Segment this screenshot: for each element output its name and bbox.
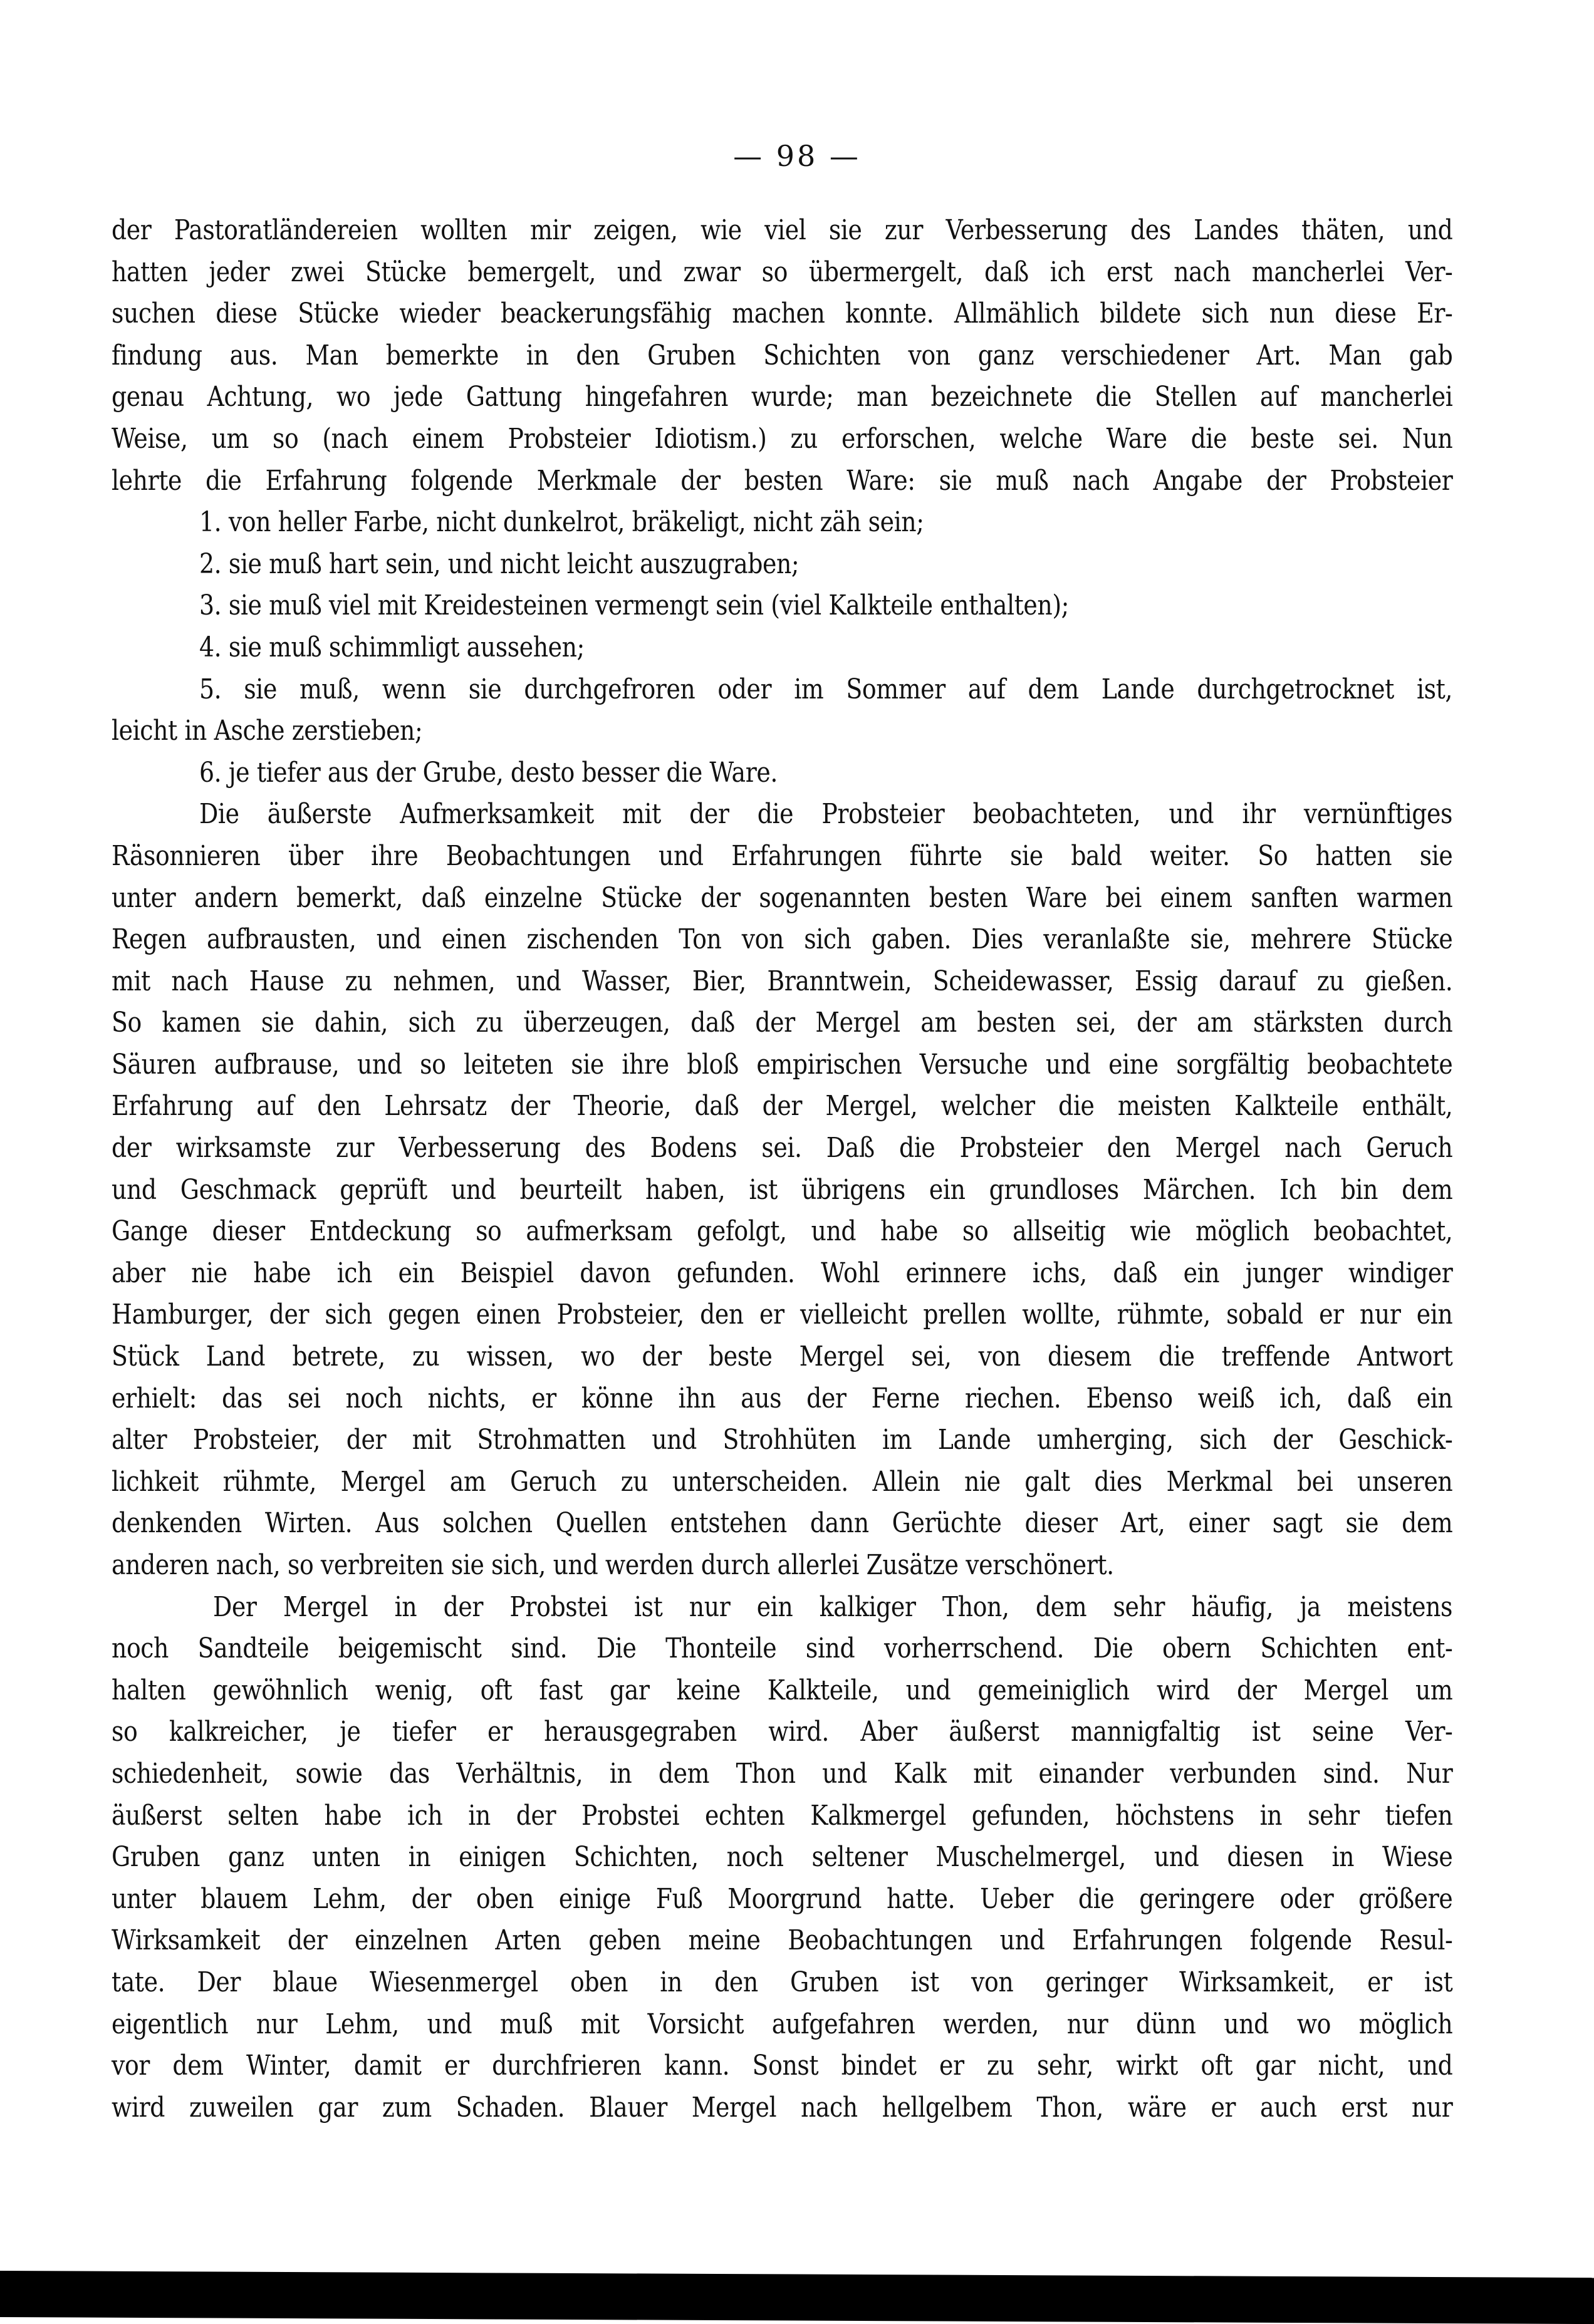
text-line xyxy=(112,1170,1452,1211)
text-line xyxy=(112,293,1452,335)
text-line xyxy=(112,502,1452,544)
text-line-content: findung aus. Man bemerkte in den Gruben Schichten von ganz verschiedener Art. Man gab xyxy=(112,339,1453,371)
text-line xyxy=(112,210,1452,252)
text-line-content: 6. je tiefer aus der Grube, desto besser die Ware. xyxy=(199,756,778,789)
text-line xyxy=(112,1128,1452,1170)
text-line-content: alter Probsteier, der mit Strohmatten und Strohhüten im Lande umherging, sich der Geschick- xyxy=(112,1424,1453,1456)
text-line-content: noch Sandteile beigemischt sind. Die Thonteile sind vorherrschend. Die obern Schichten ent- xyxy=(112,1632,1453,1665)
text-line xyxy=(112,2004,1452,2046)
text-line-content: Die äußerste Aufmerksamkeit mit der die Probsteier beobachteten, und ihr vernünftiges xyxy=(199,798,1452,831)
text-line-content: lehrte die Erfahrung folgende Merkmale der besten Ware: sie muß nach Angabe der Probsteier xyxy=(112,464,1453,497)
text-line xyxy=(112,1044,1452,1086)
text-line xyxy=(112,1753,1452,1795)
text-line xyxy=(112,1461,1452,1503)
text-line xyxy=(112,878,1452,920)
text-line xyxy=(112,1002,1452,1044)
text-line-content: denkenden Wirten. Aus solchen Quellen entstehen dann Gerüchte dieser Art, einer sagt sie dem xyxy=(112,1507,1453,1540)
text-line-content: Hamburger, der sich gegen einen Probsteier, den er vielleicht prellen wollte, rühmte, sobald er nur ein xyxy=(112,1299,1453,1331)
text-line xyxy=(112,1294,1452,1336)
text-line-content: der Pastoratländereien wollten mir zeigen, wie viel sie zur Verbesserung des Landes thäten, und xyxy=(112,214,1453,246)
text-line-content: unter blauem Lehm, der oben einige Fuß Moorgrund hatte. Ueber die geringere oder größere xyxy=(112,1882,1453,1915)
text-line xyxy=(112,710,1452,752)
text-line xyxy=(112,1837,1452,1879)
body-text xyxy=(112,210,1452,2129)
text-line xyxy=(112,1962,1452,2004)
text-line xyxy=(112,544,1452,586)
text-line-content: genau Achtung, wo jede Gattung hingefahren wurde; man bezeichnete die Stellen auf mancherlei xyxy=(112,381,1453,413)
text-line xyxy=(112,1211,1452,1253)
text-line xyxy=(112,2087,1452,2129)
text-line-content: leicht in Asche zerstieben; xyxy=(112,715,423,747)
text-line-content: vor dem Winter, damit er durchfrieren kann. Sonst bindet er zu sehr, wirkt oft gar nicht, und xyxy=(112,2050,1453,2082)
text-line xyxy=(112,1378,1452,1420)
text-line-content: Wirksamkeit der einzelnen Arten geben meine Beobachtungen und Erfahrungen folgende Resul- xyxy=(112,1924,1453,1957)
text-line xyxy=(112,1920,1452,1962)
text-line xyxy=(112,794,1452,836)
text-line-content: eigentlich nur Lehm, und muß mit Vorsicht aufgefahren werden, nur dünn und wo möglich xyxy=(112,2008,1453,2040)
text-line xyxy=(112,627,1452,669)
text-line-content: halten gewöhnlich wenig, oft fast gar keine Kalkteile, und gemeiniglich wird der Mergel um xyxy=(112,1674,1453,1706)
text-line xyxy=(112,919,1452,961)
text-line xyxy=(112,1336,1452,1378)
text-line xyxy=(112,961,1452,1003)
text-line-content: tate. Der blaue Wiesenmergel oben in den Gruben ist von geringer Wirksamkeit, er ist xyxy=(112,1966,1453,1998)
scan-edge-black-bar xyxy=(0,2271,1594,2324)
text-line-content: schiedenheit, sowie das Verhältnis, in dem Thon und Kalk mit einander verbunden sind. Nur xyxy=(112,1757,1453,1790)
text-line xyxy=(112,2045,1452,2087)
page-number: — 98 — xyxy=(733,139,861,173)
text-line-content: äußerst selten habe ich in der Probstei echten Kalkmergel gefunden, höchstens in sehr tiefen xyxy=(112,1799,1453,1832)
text-line-content: Gruben ganz unten in einigen Schichten, noch seltener Muschelmergel, und diesen in Wiese xyxy=(112,1841,1453,1874)
text-line-content: suchen diese Stücke wieder beackerungsfähig machen konnte. Allmählich bildete sich nun diese Er- xyxy=(112,298,1453,330)
text-line-content: Stück Land betrete, zu wissen, wo der beste Mergel sei, von diesem die treffende Antwort xyxy=(112,1341,1453,1373)
text-line-content: lichkeit rühmte, Mergel am Geruch zu unterscheiden. Allein nie galt dies Merkmal bei unseren xyxy=(112,1465,1453,1498)
text-line xyxy=(112,1253,1452,1295)
text-line xyxy=(112,669,1452,711)
text-line xyxy=(112,1795,1452,1837)
text-line-content: 2. sie muß hart sein, und nicht leicht auszugraben; xyxy=(199,547,800,580)
text-line-content: Weise, um so (nach einem Probsteier Idiotism.) zu erforschen, welche Ware die beste sei. Nun xyxy=(112,422,1453,455)
text-line-content: Räsonnieren über ihre Beobachtungen und Erfahrungen führte sie bald weiter. So hatten sie xyxy=(112,839,1453,872)
text-line-content: so kalkreicher, je tiefer er herausgegraben wird. Aber äußerst mannigfaltig ist seine Ver- xyxy=(112,1716,1453,1748)
text-line-content: unter andern bemerkt, daß einzelne Stücke der sogenannten besten Ware bei einem sanften warmen xyxy=(112,881,1453,914)
text-line-content: erhielt: das sei noch nichts, er könne ihn aus der Ferne riechen. Ebenso weiß ich, daß ein xyxy=(112,1382,1453,1414)
text-line-content: 1. von heller Farbe, nicht dunkelrot, bräkeligt, nicht zäh sein; xyxy=(199,506,924,539)
text-line xyxy=(112,1628,1452,1670)
text-line xyxy=(112,376,1452,418)
text-line xyxy=(112,1879,1452,1921)
text-line-content: 3. sie muß viel mit Kreidesteinen vermengt sein (viel Kalkteile enthalten); xyxy=(199,589,1069,622)
text-line xyxy=(112,1587,1452,1629)
text-line xyxy=(112,1711,1452,1753)
text-line xyxy=(112,1503,1452,1545)
text-line-content: Gange dieser Entdeckung so aufmerksam gefolgt, und habe so allseitig wie möglich beobachtet, xyxy=(112,1215,1453,1248)
text-line-content: So kamen sie dahin, sich zu überzeugen, daß der Mergel am besten sei, der am stärksten durch xyxy=(112,1007,1453,1039)
text-line-content: anderen nach, so verbreiten sie sich, und werden durch allerlei Zusätze verschönert. xyxy=(112,1549,1114,1581)
text-line xyxy=(112,252,1452,294)
text-line xyxy=(112,836,1452,878)
text-line xyxy=(112,460,1452,502)
text-line-content: hatten jeder zwei Stücke bemergelt, und zwar so übermergelt, daß ich erst nach mancherlei Ver- xyxy=(112,256,1453,288)
text-line xyxy=(112,1419,1452,1461)
text-line-content: Säuren aufbrause, und so leiteten sie ihre bloß empirischen Versuche und eine sorgfältig beobachtete xyxy=(112,1048,1453,1081)
text-line xyxy=(112,1545,1452,1587)
text-line xyxy=(112,585,1452,627)
text-line xyxy=(112,752,1452,794)
text-line-content: und Geschmack geprüft und beurteilt haben, ist übrigens ein grundloses Märchen. Ich bin dem xyxy=(112,1173,1453,1206)
text-line-content: mit nach Hause zu nehmen, und Wasser, Bier, Branntwein, Scheidewasser, Essig darauf zu gießen. xyxy=(112,965,1453,997)
text-line xyxy=(112,335,1452,377)
text-line-content: 4. sie muß schimmligt aussehen; xyxy=(199,631,585,663)
text-line-content: Erfahrung auf den Lehrsatz der Theorie, daß der Mergel, welcher die meisten Kalkteile enthält, xyxy=(112,1090,1453,1123)
text-line-content: 5. sie muß, wenn sie durchgefroren oder im Sommer auf dem Lande durchgetrocknet ist, xyxy=(199,673,1452,705)
text-line xyxy=(112,1670,1452,1712)
text-line-content: Regen aufbrausten, und einen zischenden Ton von sich gaben. Dies veranlaßte sie, mehrere Stücke xyxy=(112,923,1453,956)
text-line xyxy=(112,418,1452,460)
text-line xyxy=(112,1086,1452,1128)
text-line-content: aber nie habe ich ein Beispiel davon gefunden. Wohl erinnere ichs, daß ein junger windiger xyxy=(112,1257,1453,1289)
text-line-content: der wirksamste zur Verbesserung des Bodens sei. Daß die Probsteier den Mergel nach Geruch xyxy=(112,1132,1453,1165)
text-line-content: wird zuweilen gar zum Schaden. Blauer Mergel nach hellgelbem Thon, wäre er auch erst nur xyxy=(112,2091,1453,2124)
text-line-content: Der Mergel in der Probstei ist nur ein kalkiger Thon, dem sehr häufig, ja meistens xyxy=(213,1590,1452,1623)
